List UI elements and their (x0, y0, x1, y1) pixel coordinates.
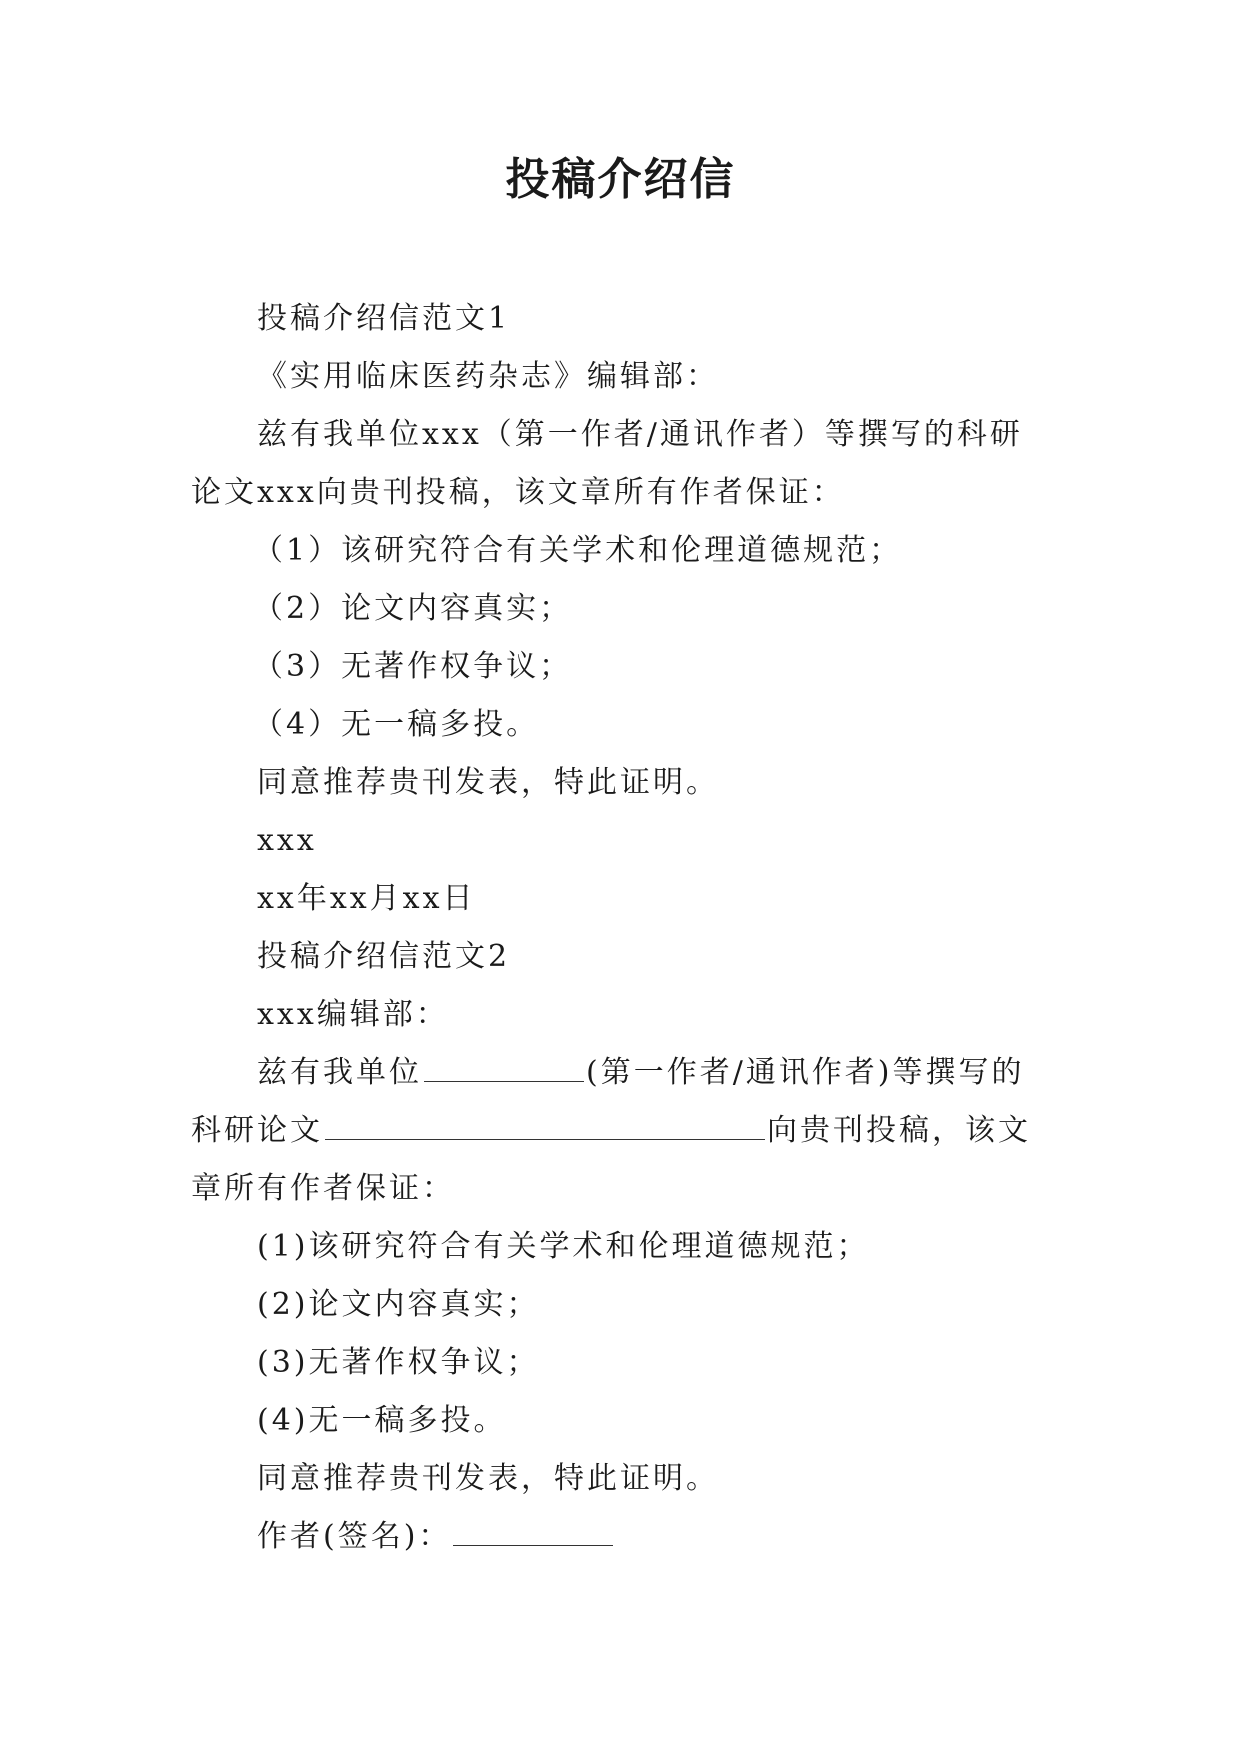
sample2-intro-part1: 兹有我单位 (257, 1055, 422, 1090)
sample1-item-2: （2）论文内容真实； (253, 591, 573, 626)
sample1-item-1: （1）该研究符合有关学术和伦理道德规范； (253, 533, 903, 568)
sample2-item-4: (4)无一稿多投。 (257, 1403, 507, 1438)
sample2-heading: 投稿介绍信范文2 (257, 939, 511, 974)
unit-name-blank[interactable] (424, 1051, 584, 1082)
document-title: 投稿介绍信 (505, 154, 736, 205)
sample2-intro-part2: (第一作者/通讯作者)等撰写的科研论文 (191, 1055, 1025, 1148)
sample2-item-2: (2)论文内容真实； (257, 1287, 540, 1322)
paper-title-blank[interactable] (325, 1109, 765, 1140)
sample1-item-3: （3）无著作权争议； (253, 649, 573, 684)
sample2-signature-line (191, 1508, 1051, 1566)
sample2-intro-part3: 向贵刊投稿，该文章所有作者保证： (191, 1113, 1031, 1206)
sample1-addressee: 《实用临床医药杂志》编辑部： (257, 359, 719, 394)
document-body (191, 290, 1051, 1566)
signature-blank[interactable] (453, 1515, 613, 1546)
sample1-date: xx年xx月xx日 (257, 881, 476, 916)
sample2-intro (191, 1044, 1051, 1218)
sample2-item-3: (3)无著作权争议； (257, 1345, 540, 1380)
sample1-signer: xxx (257, 823, 317, 858)
sample1-closing: 同意推荐贵刊发表，特此证明。 (257, 765, 719, 800)
sample2-item-1: (1)该研究符合有关学术和伦理道德规范； (257, 1229, 870, 1264)
sample1-heading: 投稿介绍信范文1 (257, 301, 511, 336)
sample1-item-4: （4）无一稿多投。 (253, 707, 540, 742)
sample2-addressee: xxx编辑部： (257, 997, 449, 1032)
sample2-closing: 同意推荐贵刊发表，特此证明。 (257, 1461, 719, 1496)
sample1-intro: 兹有我单位xxx（第一作者/通讯作者）等撰写的科研论文xxx向贵刊投稿，该文章所有作者保证： (191, 417, 1023, 510)
signature-label: 作者(签名)： (257, 1519, 452, 1554)
